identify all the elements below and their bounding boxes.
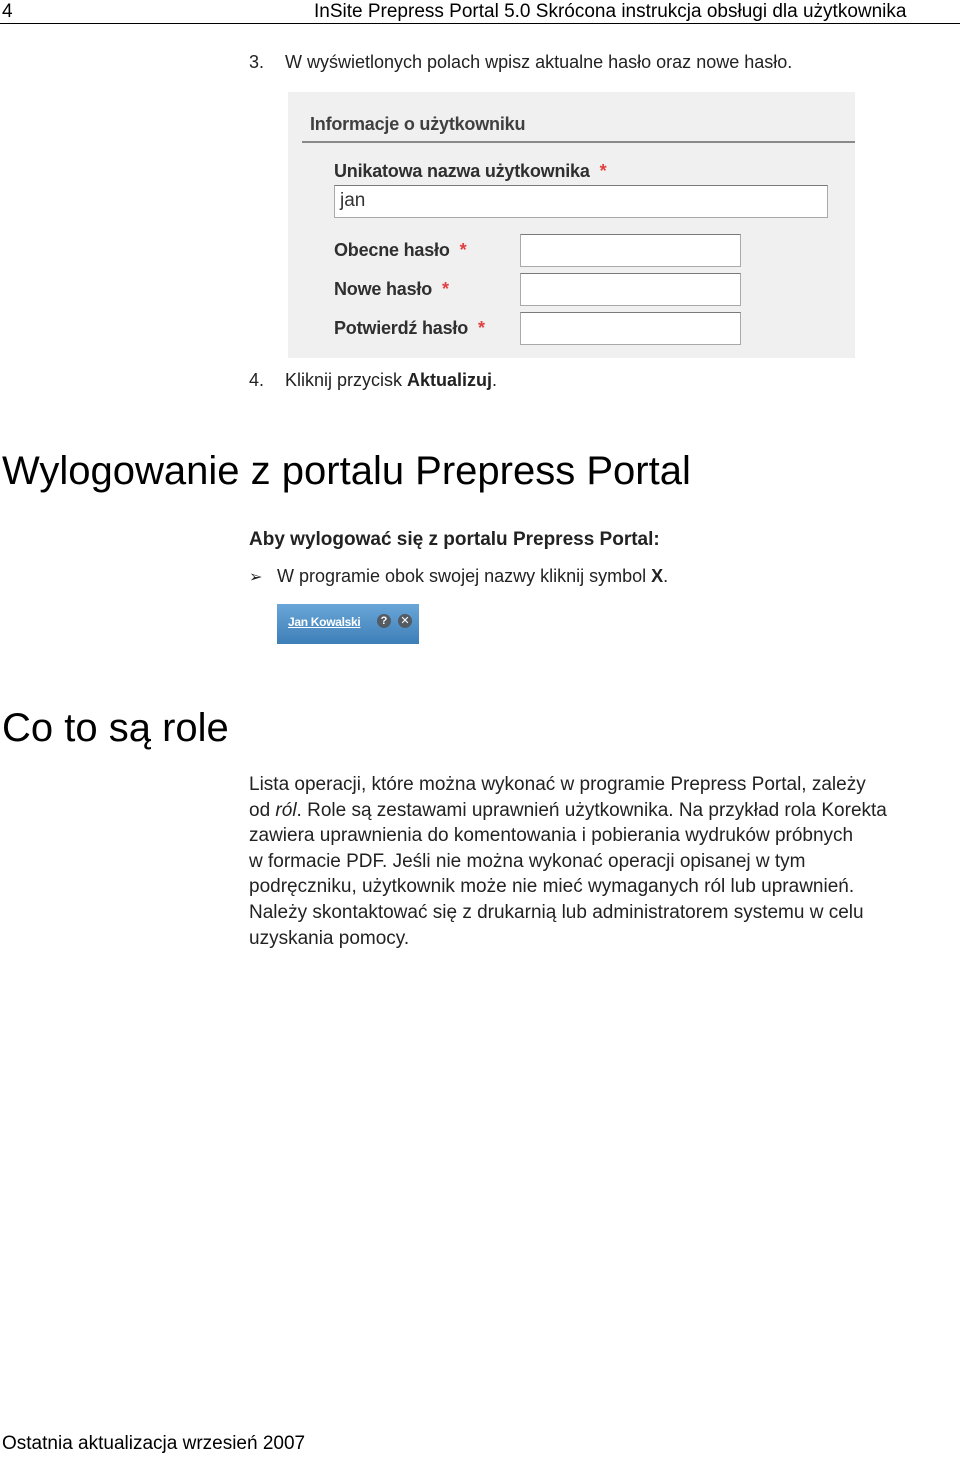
logout-bullet: ➢ W programie obok swojej nazwy kliknij symbol X. bbox=[249, 566, 669, 586]
required-asterisk: * bbox=[478, 318, 485, 338]
paragraph-line: od ról. Role są zestawami uprawnień użytkownika. Na przykład rola Korekta bbox=[249, 799, 887, 821]
roles-heading: Co to są role bbox=[2, 706, 229, 750]
new-password-label: Nowe hasło * bbox=[334, 279, 449, 299]
section-divider bbox=[302, 141, 855, 143]
user-info-form-screenshot bbox=[288, 92, 855, 358]
username-input[interactable]: jan bbox=[334, 185, 828, 218]
username-label: Unikatowa nazwa użytkownika * bbox=[334, 161, 607, 181]
help-icon[interactable]: ? bbox=[377, 614, 391, 628]
logout-intro: Aby wylogować się z portalu Prepress Portal: bbox=[249, 529, 660, 550]
step-text: W wyświetlonych polach wpisz aktualne hasło oraz nowe hasło. bbox=[285, 52, 793, 72]
confirm-password-label: Potwierdź hasło * bbox=[334, 318, 485, 338]
confirm-password-input[interactable] bbox=[520, 312, 741, 345]
new-password-input[interactable] bbox=[520, 273, 741, 306]
user-bar-screenshot bbox=[277, 604, 419, 644]
logout-heading: Wylogowanie z portalu Prepress Portal bbox=[2, 449, 691, 493]
paragraph-line: zawiera uprawnienia do komentowania i pobierania wydruków próbnych bbox=[249, 825, 854, 847]
arrow-bullet-icon: ➢ bbox=[249, 569, 263, 586]
roles-paragraph bbox=[249, 772, 949, 951]
page-number: 4 bbox=[2, 1, 13, 22]
current-password-label: Obecne hasło * bbox=[334, 240, 467, 260]
required-asterisk: * bbox=[442, 279, 449, 299]
button-name: Aktualizuj bbox=[407, 370, 493, 390]
paragraph-line: uzyskania pomocy. bbox=[249, 927, 410, 949]
footer-text: Ostatnia aktualizacja wrzesień 2007 bbox=[2, 1433, 306, 1454]
step-3 bbox=[249, 52, 792, 73]
required-asterisk: * bbox=[459, 240, 467, 260]
document-title: InSite Prepress Portal 5.0 Skrócona instrukcja obsługi dla użytkownika bbox=[314, 1, 907, 22]
close-icon[interactable]: ✕ bbox=[398, 614, 412, 628]
paragraph-line: podręczniku, użytkownik może nie mieć wymaganych ról lub uprawnień. bbox=[249, 876, 855, 898]
step-4: 4. Kliknij przycisk Aktualizuj. bbox=[249, 370, 498, 390]
step-number: 3. bbox=[249, 52, 265, 72]
required-asterisk: * bbox=[599, 161, 607, 181]
paragraph-line: Należy skontaktować się z drukarnią lub administratorem systemu w celu bbox=[249, 901, 864, 923]
user-name-link[interactable]: Jan Kowalski bbox=[288, 615, 361, 629]
current-password-input[interactable] bbox=[520, 234, 741, 267]
header-divider bbox=[0, 23, 960, 24]
step-number: 4. bbox=[249, 370, 265, 390]
section-title: Informacje o użytkowniku bbox=[310, 114, 526, 134]
paragraph-line: Lista operacji, które można wykonać w programie Prepress Portal, zależy bbox=[249, 774, 866, 795]
paragraph-line: w formacie PDF. Jeśli nie można wykonać operacji opisanej w tym bbox=[249, 850, 806, 872]
